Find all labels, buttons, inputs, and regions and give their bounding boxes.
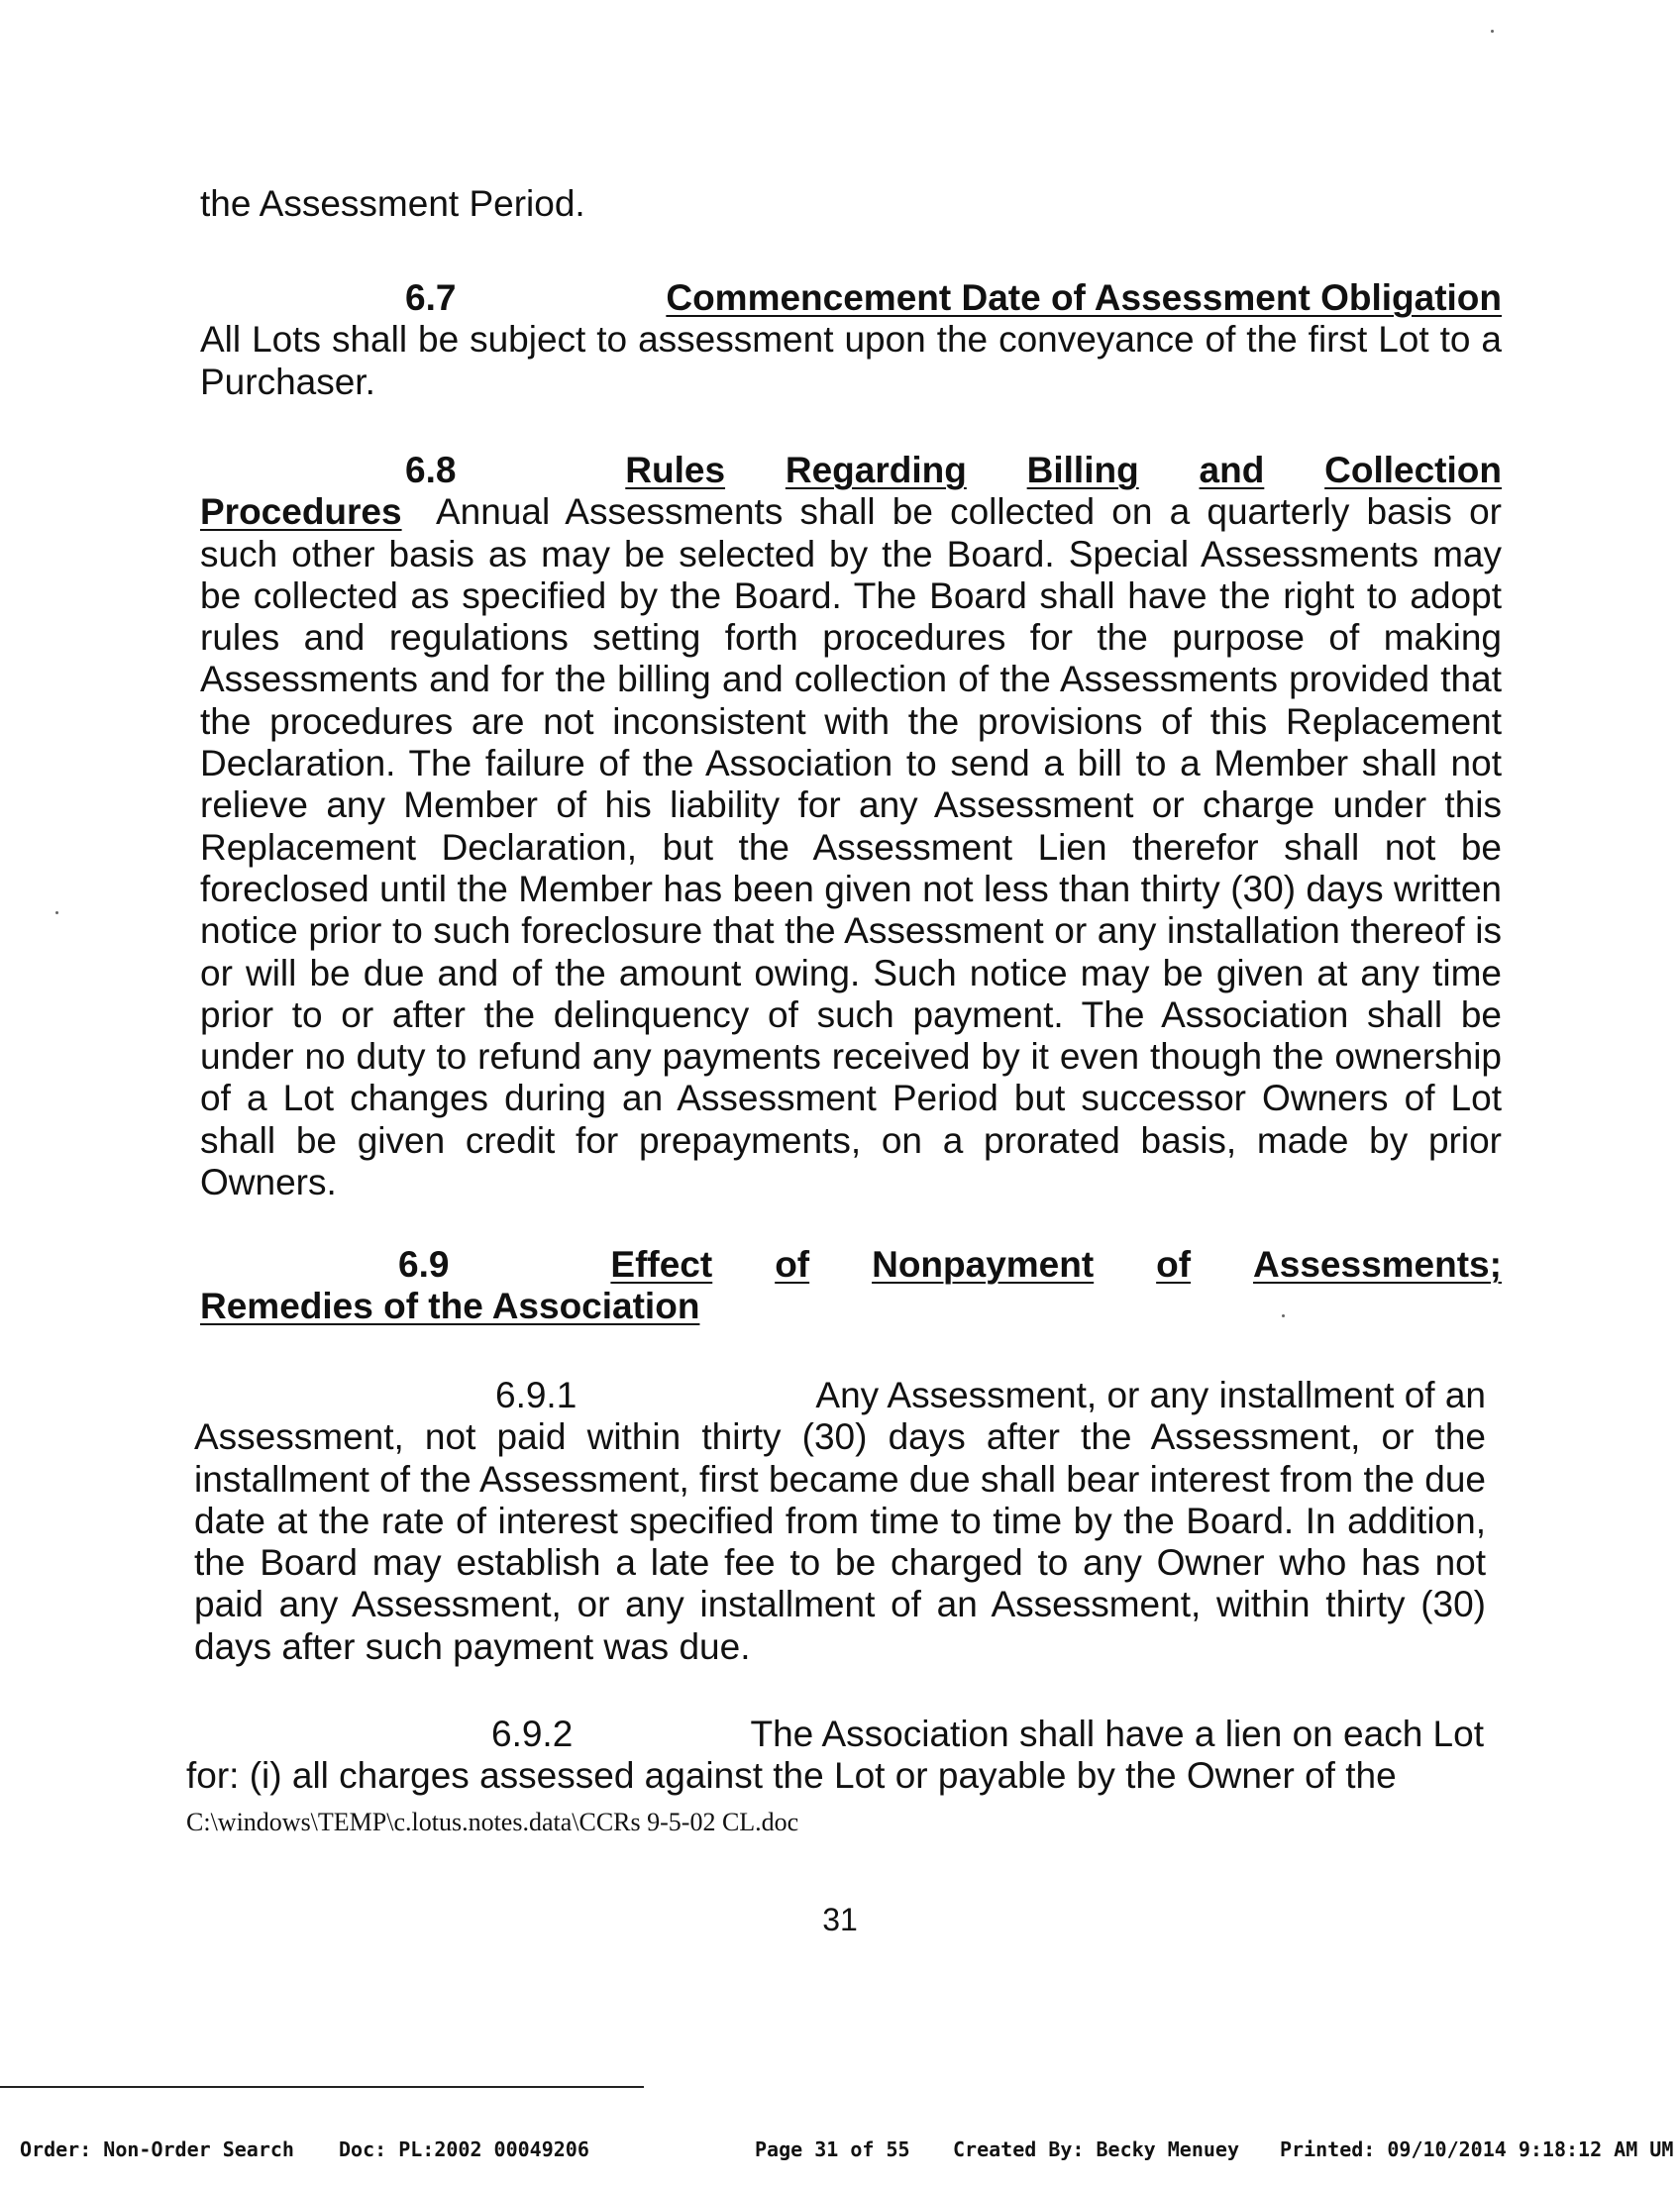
section-title: Commencement Date of Assessment Obligation (666, 277, 1502, 318)
section-number: 6.9 (398, 1244, 450, 1285)
section-title-cont: Remedies of the Association (200, 1286, 700, 1327)
footer-order: Order: Non-Order Search (20, 2137, 294, 2161)
section-title-word: Assessments; (1253, 1244, 1502, 1285)
section-body: Annual Assessments shall be collected on a quarterly basis or such other basis as may be selected by the Board. Special Assessments may be collected as specified by the Board. The Board shall have the right to adopt rules and regulations setting forth procedures for the purpose of making Assessments and for the billing and collection of the Assessments provided that the procedures are not inconsistent with the provisions of this Replacement Declaration. The failure of the Association to send a bill to a Member shall not relieve any Member of his liability for any Assessment or charge under this Replacement Declaration, but the Assessment Lien therefor shall not be foreclosed until the Member has been given not less than thirty (30) days written notice prior to such foreclosure that the Assessment or any installation thereof is or will be due and of the amount owing. Such notice may be given at any time prior to or after the delinquency of such payment. The Association shall be under no duty to refund any payments received by it even though the ownership of a Lot changes during an Assessment Period but successor Owners of Lot shall be given credit for prepayments, on a prorated basis, made by prior Owners. (200, 491, 1502, 1203)
section-6-8 (200, 450, 1502, 1203)
section-title-word: of (1156, 1244, 1192, 1285)
scan-speck (55, 911, 58, 914)
footer-divider (0, 2086, 644, 2088)
subsection-lead: Any Assessment, or any installment of an (815, 1375, 1486, 1415)
section-title-word: and (1199, 450, 1265, 490)
section-6-7 (200, 277, 1502, 403)
footer-created-by: Created By: Becky Menuey (953, 2137, 1239, 2161)
section-title-word: Collection (1324, 450, 1502, 490)
section-body: All Lots shall be subject to assessment upon the conveyance of the first Lot to a Purchaser. (200, 319, 1502, 402)
section-title-word: Effect (610, 1244, 713, 1285)
section-title-word: Rules (625, 450, 726, 490)
subsection-number: 6.9.1 (495, 1375, 578, 1415)
section-title-cont: Procedures (200, 491, 402, 533)
footer-printed: Printed: 09/10/2014 9:18:12 AM UM (1280, 2137, 1674, 2161)
section-6-9 (200, 1244, 1502, 1328)
section-number: 6.8 (405, 450, 457, 490)
scan-speck (1282, 1314, 1285, 1317)
section-number: 6.7 (405, 277, 457, 318)
subsection-body: Assessment, not paid within thirty (30) days after the Assessment, or the installment of the Assessment, first became due shall bear interest from the due date at the rate of interest specified from time to time by the Board. In addition, the Board may establish a late fee to be charged to any Owner who has not paid any Assessment, or any installment of an Assessment, within thirty (30) days after such payment was due. (194, 1416, 1486, 1667)
subsection-body: for: (i) all charges assessed against the Lot or payable by the Owner of the (186, 1755, 1397, 1797)
continuation-text: the Assessment Period. (200, 183, 585, 224)
subsection-lead: The Association shall have a lien on each Lot (750, 1714, 1484, 1754)
subsection-6-9-2 (186, 1714, 1484, 1798)
section-title-word: Nonpayment (872, 1244, 1095, 1285)
section-title-word: Regarding (785, 450, 967, 490)
scan-speck (1491, 30, 1494, 33)
subsection-6-9-1 (194, 1375, 1486, 1668)
section-title-word: Billing (1026, 450, 1139, 490)
print-footer (20, 2137, 1680, 2167)
page-number: 31 (822, 1902, 858, 1937)
subsection-number: 6.9.2 (491, 1714, 574, 1754)
file-path: C:\windows\TEMP\c.lotus.notes.data\CCRs 9-5-02 CL.doc (186, 1808, 799, 1836)
section-title-word: of (775, 1244, 810, 1285)
footer-doc: Doc: PL:2002 00049206 (339, 2137, 589, 2161)
footer-page: Page 31 of 55 (755, 2137, 910, 2161)
